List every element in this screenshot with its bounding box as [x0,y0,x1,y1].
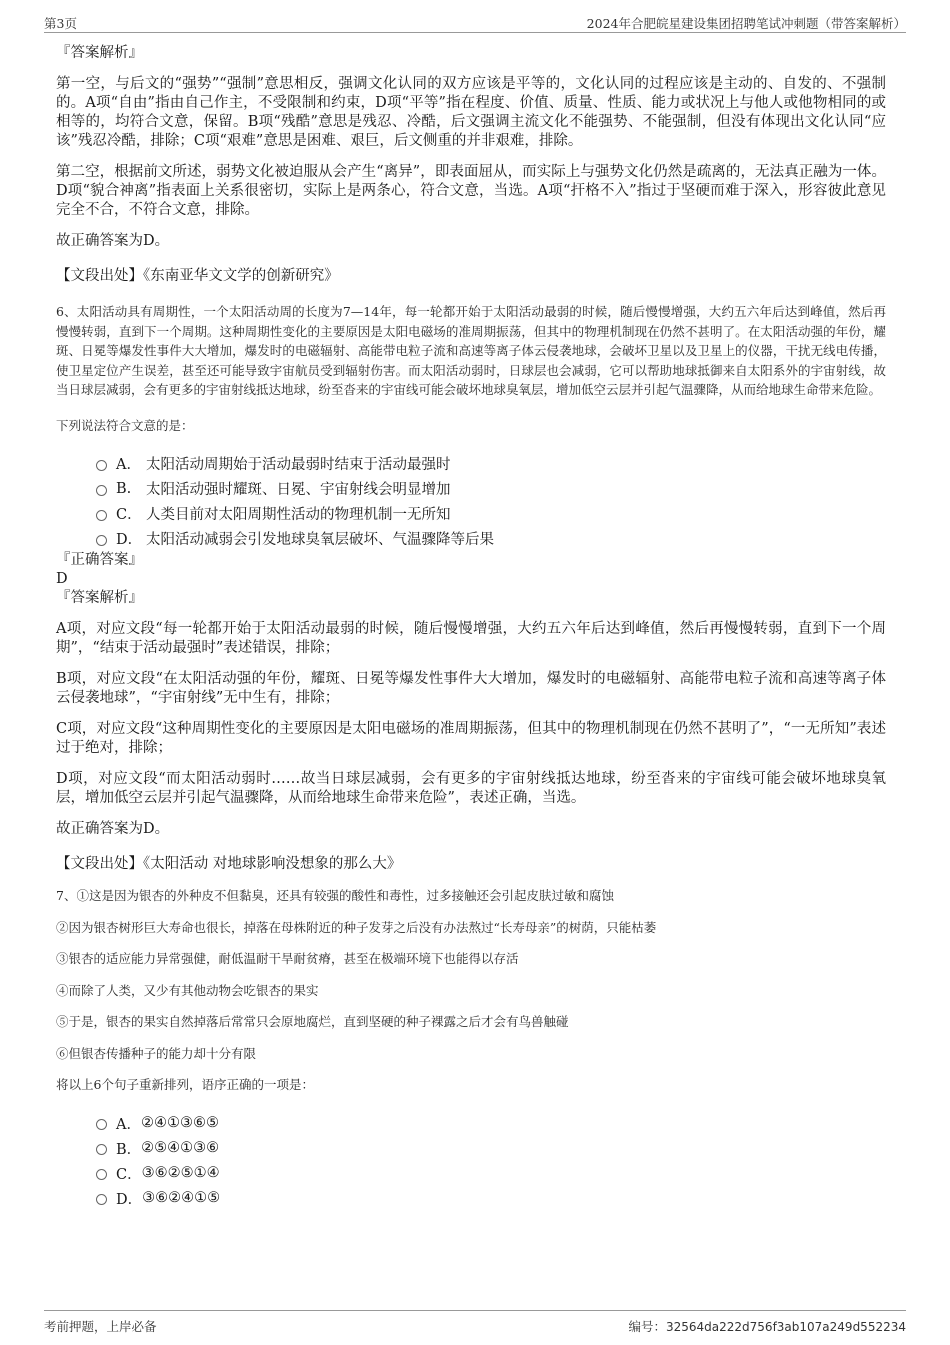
radio-icon[interactable] [96,1144,107,1155]
q6-option-a[interactable] [96,451,886,476]
q7-options [96,1111,886,1211]
page-content [56,44,886,1211]
option-letter: D． [116,532,143,548]
radio-icon[interactable] [96,1169,107,1180]
option-text: 太阳活动周期始于活动最弱时结束于活动最强时 [146,457,451,473]
q6-source: 【文段出处】《太阳活动 对地球影响没想象的那么大》 [56,856,402,872]
q7-sentence-1: 7、①这是因为银杏的外种皮不但黏臭，还具有较强的酸性和毒性，过多接触还会引起皮肤过敏和腐蚀 [56,888,614,903]
q6-analysis-label: 『答案解析』 [56,590,143,606]
q7-option-c[interactable] [96,1161,886,1186]
code-value: 32564da222d756f3ab107a249d552234 [666,1320,906,1334]
option-text: 太阳活动强时耀斑、日冕、宇宙射线会明显增加 [146,482,451,498]
option-letter: B． [116,1141,142,1158]
q6-analysis-a: A项，对应文段“每一轮都开始于太阳活动最弱的时候，随后慢慢增强，大约五六年后达到峰值，然后再慢慢转弱，直到下一个周期”，“结束于活动最强时”表述错误，排除； [56,621,886,656]
q6-option-b[interactable] [96,476,886,501]
q7-option-a[interactable] [96,1111,886,1136]
q6-answer-label: 『正确答案』 [56,552,143,568]
radio-icon[interactable] [96,1194,107,1205]
option-text: 人类目前对太阳周期性活动的物理机制一无所知 [146,507,451,523]
radio-icon[interactable] [96,460,107,471]
option-letter: C． [116,507,142,523]
q7-sentence-2: ②因为银杏树形巨大寿命也很长，掉落在母株附近的种子发芽之后没有办法熬过“长寿母亲”的树荫，只能枯萎 [56,919,657,935]
option-text: ②⑤④①③⑥ [141,1140,220,1156]
option-letter: B. [116,480,132,497]
radio-icon[interactable] [96,485,107,496]
q7-question: 将以上6个句子重新排列，语序正确的一项是： [56,1077,314,1092]
option-letter: C． [116,1166,142,1183]
page-number: 第3页 [44,16,77,31]
radio-icon[interactable] [96,1119,107,1130]
page-footer [44,1310,906,1335]
q7-option-d[interactable] [96,1186,886,1211]
q6-analysis-d: D项，对应文段“而太阳活动弱时……故当日球层减弱，会有更多的宇宙射线抵达地球，纷至沓来的宇宙线可能会破坏地球臭氧层，增加低空云层并引起气温骤降，从而给地球生命带来危险”，表述正确，当选。 [56,771,886,806]
option-text: ③⑥②④①⑤ [142,1190,221,1206]
q5-analysis-p1: 第一空，与后文的“强势”“强制”意思相反，强调文化认同的双方应该是平等的，文化认同的过程应该是主动的、自发的、不强制的。A项“自由”指由自己作主，不受限制和约束，D项“平等”指在程度、价值、质量、性质、能力或状况上与他人或他物相同的或相等的，均符合文意，保留。B项“残酷”意思是残忍、冷酷，后文强调主流文化不能强势、不能强制，但没有体现出文化认同“应该”残忍冷酷，排除；C项“艰难”意思是困难、艰巨，后文侧重的并非艰难，排除。 [56,76,886,149]
q6-options [96,451,886,551]
document-code [628,1317,906,1335]
q5-conclusion: 故正确答案为D。 [56,233,170,249]
q5-source: 【文段出处】《东南亚华文文学的创新研究》 [56,268,339,284]
q6-question: 下列说法符合文意的是： [56,417,194,433]
q5-analysis-label: 『答案解析』 [56,45,143,61]
radio-icon[interactable] [96,510,107,521]
option-text: ②④①③⑥⑤ [140,1115,219,1131]
code-label: 编号： [628,1319,666,1334]
q6-analysis-c: C项，对应文段“这种周期性变化的主要原因是太阳电磁场的准周期振荡，但其中的物理机制现在仍然不甚明了”，“一无所知”表述过于绝对，排除； [56,721,886,756]
option-letter: A． [116,457,141,473]
q6-answer: D [56,571,68,587]
option-letter: A． [116,1116,141,1133]
q7-option-b[interactable] [96,1136,886,1161]
option-text: ③⑥②⑤①④ [141,1165,220,1181]
q7-sentence-4: ④而除了人类，又少有其他动物会吃银杏的果实 [56,982,319,998]
option-text: 太阳活动减弱会引发地球臭氧层破坏、气温骤降等后果 [146,532,494,548]
document-title: 2024年合肥皖星建设集团招聘笔试冲刺题（带答案解析） [586,16,906,31]
page-header [44,12,906,33]
q6-passage: 6、太阳活动具有周期性，一个太阳活动周的长度为7—14年，每一轮都开始于太阳活动最弱的时候，随后慢慢增强，大约五六年后达到峰值，然后再慢慢转弱，直到下一个周期。这种周期性变化的主要原因是太阳电磁场的准周期振荡，但其中的物理机制现在仍然不甚明了。在太阳活动强的年份，耀斑、日冕等爆发性事件大大增加，爆发时的电磁辐射、高能带电粒子流和高速等离子体云侵袭地球，会破坏卫星以及卫星上的仪器，干扰无线电传播，使卫星定位产生误差，甚至还可能导致宇宙航员受到辐射伤害。而太阳活动弱时，日球层也会减弱，它可以帮助地球抵御来自太阳系外的宇宙射线，故当日球层减弱，会有更多的宇宙射线抵达地球，纷至沓来的宇宙线可能会破坏地球臭氧层，增加低空云层并引起气温骤降，从而给地球生命带来危险。 [56,304,886,397]
footer-slogan: 考前押题，上岸必备 [44,1319,157,1334]
q6-analysis-b: B项，对应文段“在太阳活动强的年份，耀斑、日冕等爆发性事件大大增加，爆发时的电磁辐射、高能带电粒子流和高速等离子体云侵袭地球”，“宇宙射线”无中生有，排除； [56,671,886,706]
q6-option-d[interactable] [96,526,886,551]
option-letter: D． [116,1191,143,1208]
q6-option-c[interactable] [96,501,886,526]
radio-icon[interactable] [96,535,107,546]
q7-sentence-5: ⑤于是，银杏的果实自然掉落后常常只会原地腐烂，直到坚硬的种子裸露之后才会有鸟兽触碰 [56,1014,569,1029]
q7-sentence-6: ⑥但银杏传播种子的能力却十分有限 [56,1045,257,1061]
q6-conclusion: 故正确答案为D。 [56,821,170,837]
q7-sentence-3: ③银杏的适应能力异常强健，耐低温耐干旱耐贫瘠，甚至在极端环境下也能得以存活 [56,951,519,966]
q5-analysis-p2: 第二空，根据前文所述，弱势文化被迫服从会产生“离异”，即表面屈从，而实际上与强势文化仍然是疏离的，无法真正融为一体。D项“貌合神离”指表面上关系很密切，实际上是两条心，符合文意，当选。A项“扞格不入”指过于坚硬而难于深入，形容彼此意见完全不合，不符合文意，排除。 [56,164,886,218]
